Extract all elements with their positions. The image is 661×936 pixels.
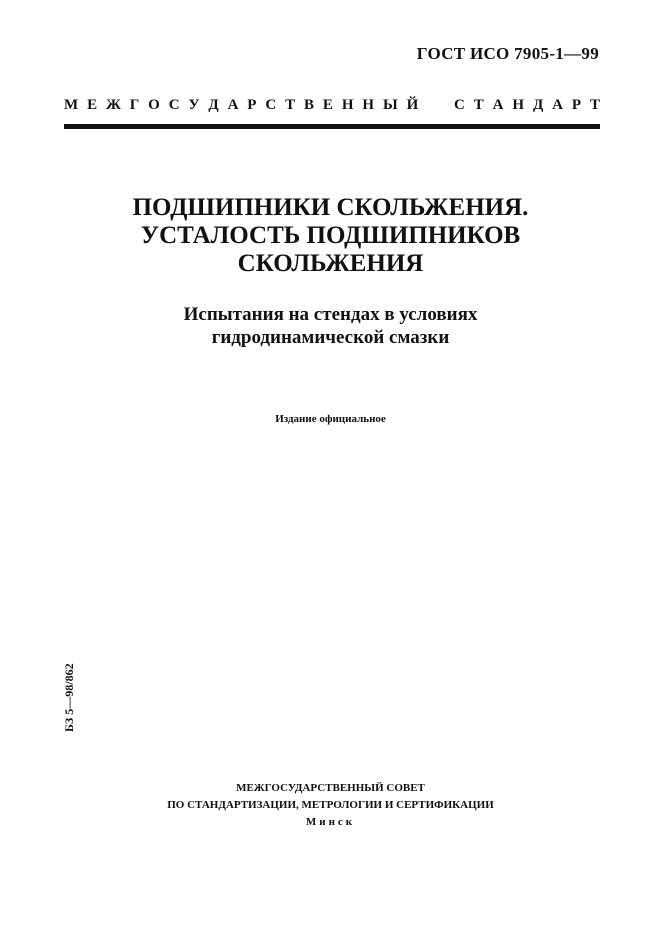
header-letter: Й [406, 97, 419, 113]
header-letter: А [492, 97, 504, 113]
header-letter: С [265, 97, 277, 113]
header-letter: О [148, 97, 160, 113]
header-letter: Т [473, 97, 484, 113]
title-line: ПОДШИПНИКИ СКОЛЬЖЕНИЯ. [132, 194, 529, 221]
word-gap [427, 96, 445, 114]
header-letter: Ж [105, 97, 121, 113]
document-subtitle [60, 303, 601, 349]
edition-note: Издание официальное [275, 413, 386, 425]
header-letter: С [168, 97, 180, 113]
title-line: УСТАЛОСТЬ ПОДШИПНИКОВ [140, 222, 521, 249]
header-letter: Е [87, 97, 98, 113]
title-line: СКОЛЬЖЕНИЯ [237, 250, 424, 277]
side-registration-code: БЗ 5—98/862 [62, 663, 76, 732]
header-letter: Д [208, 97, 219, 113]
header-letter: Ы [382, 97, 398, 113]
header-letter: Д [532, 97, 544, 113]
subtitle-line: Испытания на стендах в условиях [183, 304, 478, 325]
standard-code: ГОСТ ИСО 7905-1—99 [416, 44, 599, 63]
header-letter: Р [571, 97, 582, 113]
document-title [60, 194, 601, 278]
publisher-line: МЕЖГОСУДАРСТВЕННЫЙ СОВЕТ [236, 782, 425, 794]
standard-type-header [64, 96, 600, 114]
header-letter: Е [322, 97, 333, 113]
header-letter: Р [247, 97, 257, 113]
publisher-block [60, 780, 601, 831]
header-letter: В [304, 97, 315, 113]
header-letter: А [552, 97, 564, 113]
publisher-city: Минск [305, 816, 356, 828]
header-letter: У [188, 97, 200, 113]
header-letter: Н [341, 97, 354, 113]
subtitle-line: гидродинамической смазки [211, 327, 450, 348]
header-rule [64, 124, 600, 129]
header-letter: С [454, 97, 465, 113]
header-letter: М [64, 97, 79, 113]
header-letter: Н [512, 97, 525, 113]
header-letter: Г [129, 97, 140, 113]
header-letter: Т [285, 97, 296, 113]
header-letter: Т [589, 97, 600, 113]
header-letter: А [227, 97, 239, 113]
header-letter: Н [362, 97, 375, 113]
publisher-line: ПО СТАНДАРТИЗАЦИИ, МЕТРОЛОГИИ И СЕРТИФИКАЦИИ [167, 799, 494, 811]
